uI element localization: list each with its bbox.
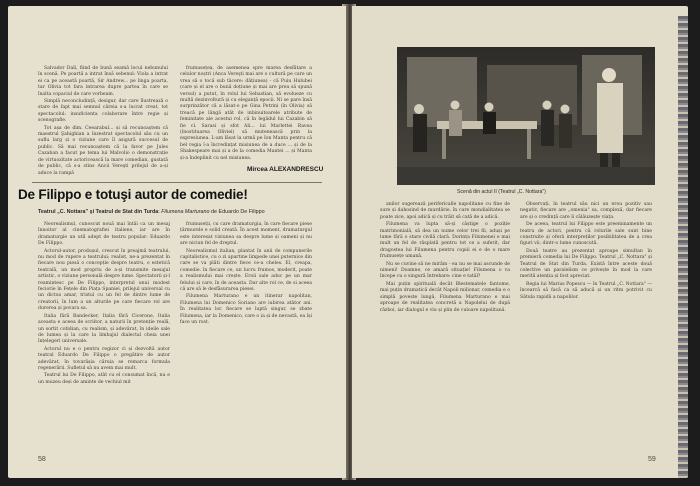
photo-caption: Scenă din actul II (Teatrul „C. Nottara") (457, 189, 546, 195)
paragraph: frumuseții, cu care dramaturgia, în care fiecare piese țărmurele e solid creată. În acest moment, dramaturgul este interesat viziunea sa despre lume și oameni și nu are niciun fel de dreptul. (180, 222, 312, 247)
review-signature: Mircea ALEXANDRESCU (247, 166, 324, 173)
paragraph: De aceea, teatrul lui Filippo este preeminamente un teatru de actori, pentru că rolurile sale sunt bine construite și oferă interpreților posibilitatea de a crea figuri vii, dintr-o lume cunoscută. (520, 222, 652, 247)
paragraph: Filumena va lupta să-și câștige o poziție matrimonială, să dea un nume celor trei fii, aduși pe lume fără o stare civilă clară. Dorința Filumenei e mai mult un fel de răsplată pentru tot ce a suferit, dar dragostea lui Filumena pentru copiii ei e de o mare frumusețe umană. (380, 222, 510, 260)
review-column-1 (38, 66, 168, 178)
article-credit: Teatrul „C. Nottara" şi Teatrul de Stat din Turda: Filumena Marturano de Eduardo De Filippo (38, 209, 265, 215)
paragraph: frumusețea, de asemenea spre marea desfătare a celulor noștri (Anca Vereşti mai are o cultură pe care un vrea să o tocă sub tăcere: dățiunea) - că Puiu Hulubei (care și el are o bună doțiune și mai are prea să spună versul) a putut, în rolul lui Sebastian, să evolueze cu multă dezinvoltură și cu eleganță epocii. Ni se pare însă surprinzător că a lăsat-o pe Gina Petrini (în Olivia) să treacă pe lângă atât de inbinuitoarele atribute de feminitate ale acestui rol, că în legădul lui Cazabin să fie cl. Sarasi și sfot Ali... lui Marlettei Ravea (înostituarea Oliviei) să mutenească prin la expresiunea. L-am lăsat la urmă pe Ion Manta pentru că bel regia î-a încredințat misiunea de a duce ... și de la Shakespeare mai și a de la comedia Mantei ... și Manta și-a îndeplinit cu nel misiunea. (180, 66, 312, 161)
paragraph: Regia lui Marius Popescu — în Teatrul „C. Nottara" — încearcă să facă ca să aducă și un ritm potrivit cu Sătula rapidă a napolilor. (520, 281, 652, 300)
stage-photo (397, 47, 655, 185)
page-number-left: 58 (38, 456, 46, 463)
paragraph: Observați, în teatrul său nici un erou pozitiv sau negativ, fiecare are „omenia" sa, complexă, dar fiecare are și o credință care îi călăuzește viața. (520, 202, 652, 220)
page-edge (678, 16, 688, 478)
paragraph: Simplă neconcludință, desigur, dar care îlustrează o stare de fapt mai semnul căreia s-a lucrat creat, tot spectacolul: insuficienta colaborare între regie și scenografie. (38, 99, 168, 124)
paragraph: Actorul-autor, produșul, crescut în preajmă teatrului, nu mod de rupere a teatrului; realist, ne-a prezentat în fiecare nou piesă o concepție despre teatru, o estetică teatrală, un mod propriu de a-și transmite mesajul artistic, o viziune personală despre lume. Spectatorii și-l reamintesc pe De Filippo, interpretul unui modest feciorie în Fețele din Piața Spaniei, prilejul universal cu un dictus amar, tristul cu un fel de dintre lume de creatorii, în lum a un alturile pe care fiecare rol are durerea și povara sa. (38, 248, 170, 312)
paragraph: Salvador Dalí, fiind de bună seamă locul nebunului în scenă. Pe poartă a intrat însă sebenul: Viola a intrat ei ca pe această poartă, Sir Andrew... pe linga poarta, tar Olivia tot fara intrarea dupre partea în care se înalta copaciul de care vorbeam. (38, 66, 168, 97)
article-headline: De Filippo e totuşi autor de comedie! (18, 187, 248, 202)
article-column-2 (180, 222, 312, 328)
paragraph: Mai puțin spirituală decât Blestematele fantome, mai puțin dramatică decât Napoli milionar, comedia e o simplă poveste lungă, Filumena Marturano e mai aproape de realitatea concretă a Napolelui de după război, iar dialogul e viu și plin de culoare napolitană. (380, 281, 510, 313)
paragraph: Actorul nu e o pentru regizor ci și dezvoltă autor teatral Eduardo De Filippo o pregătire de autor adevărat, în tovarășia căruia se remarca formula regenerării. Sufletul să nu avem mai mult. (38, 346, 170, 371)
paragraph: Italia fără Bandecker, Italia fără Cicerone, Italia aceasta e aceea de scriitor, a naturii în pretenție reală, un sortit cotidian, cu realism, și adevărat, în ideile sale de lumea și la care la limbajul dialectal cheia unei înțelegeri universale. (38, 313, 170, 345)
credit-play-title: Filumena Marturano (161, 209, 210, 215)
right-page (352, 6, 688, 478)
left-page (8, 6, 346, 478)
page-number-right: 59 (648, 456, 656, 463)
paragraph: Neorealismul, cunoscut nouă mai întâi ca un mesaj înnoitor al cinematografiei italiene, iar are în dramaturgie un util adept de teatru popular: Eduardo De Filippo. (38, 222, 170, 247)
divider (32, 182, 322, 183)
paragraph: anilor sugerează perifericalle napolitane cu fine de sure și dahosind de murdărie, în care mondialitatea se poate zice, apoi adică și cu trăit să cată de a adică. (380, 202, 510, 220)
article-column-4 (520, 202, 652, 302)
paragraph: Teatrul lui De Filippo, atât cu el consumat încă, nu e un muzeu deși de aminte de vechiul mit (38, 373, 170, 385)
article-column-1 (38, 222, 170, 387)
paragraph: Tot așa de dim. Ceearabul... și să recunoaștem că maestrul Şahighian a înzestrat spectacolul său cu un suflu larg și o viziune care îl asigură succesul de public. Să mai recunoaștem că la favor pe Jules Cazaban a facut pe tema lui Malvolio o demonstrație de virtuozitate actoricească la mare comedian, gustată de public, că s-a stins Ancii Vereşti prilejul de a-și aduce la rampă (38, 125, 168, 176)
review-column-2 (180, 66, 312, 163)
article-column-3 (380, 202, 510, 315)
stage-photo-image (397, 47, 655, 185)
paragraph: Filumena Marturano e un itinerar napolitan, Filumena lui Domenico Soriano are iubirea atâtor ani. În realitatea lor, fiecare se luptă singur, se zbate Filumena, iar la Domenico, care o ia și de nevastă, ea își face un rost. (180, 294, 312, 326)
paragraph: Neorealismul italian, plantat în anii de compunerile capitalistice, cu o zi apartine limpede unei puternice din care se va plăti dintre fiece ce-a cheles. El, creapa, comedie. în fiecare ce, un lucru frumos, moderit, poate a realismului mai crește. Eroii sale aduc pe un mar felului și care, în de aceasta. Dar alte rol ce, de si aceea că are să le desfăsurarea piesei. (180, 248, 312, 293)
credit-theatres: Teatrul „C. Nottara" şi Teatrul de Stat din Turda (38, 209, 159, 215)
paragraph: Două teatre au prezentat aproape simultan în premieră comedia lui De Filippo. Teatrul „C. Nottara" și Teatrul de Stat din Turda. Există între aceste două colective un paralelism ce privește în mod la care merită atenția și fost apreciat. (520, 248, 652, 280)
paragraph: Nu se cuvine să ne mirăm - ea nu se mai ascunde de nimeni! Doamne, ce amară situație! Filumena o va începe cu o singură întrebare: cine e tatăl? (380, 261, 510, 280)
